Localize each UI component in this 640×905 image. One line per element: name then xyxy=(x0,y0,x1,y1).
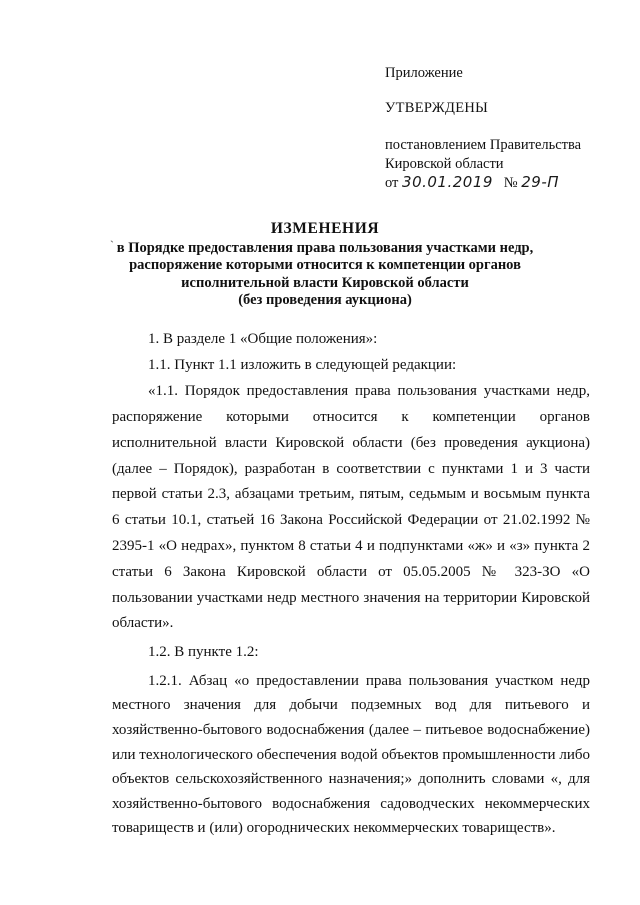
document-title-block xyxy=(100,220,550,310)
number-prefix: № xyxy=(503,175,518,191)
paragraph-3: «1.1. Порядок предоставления права пользования участками недр, распоряжение которыми относится к компетенции органов исполнительной власти Кировской области (без проведения аукциона) (далее – Порядок), разработан в соответствии с пунктами 1 и 3 части первой статьи 2.3, абзацами третьим, пятым, седьмым и восьмым пункта 6 статьи 10.1, статьей 16 Закона Российской Федерации от 21.02.1992 № 2395-1 «О недрах», пунктом 8 статьи 4 и подпунктами «ж» и «з» пункта 2 статьи 6 Закона Кировской области от 05.05.2005 № 323-ЗО «О пользовании участками недр местного значения на территории Кировской области». xyxy=(112,383,590,632)
approved-label: УТВЕРЖДЕНЫ xyxy=(385,100,489,116)
paragraph-1: 1. В разделе 1 «Общие положения»: xyxy=(148,331,378,347)
paragraph-5: 1.2.1. Абзац «о предоставлении права пользования участком недр местного значения для добычи подземных вод для питьевого и хозяйственно-бытового водоснабжения (далее – питьевое водоснабжение) или технологического обеспечения водой объектов промышленности либо объектов сельскохозяйственного назначения;» дополнить словами «, для хозяйственно-бытового водоснабжения садоводческих некоммерческих товариществ и (или) огороднических некоммерческих товариществ». xyxy=(112,672,590,837)
approval-line-2: Кировской области xyxy=(385,156,504,172)
appendix-label: Приложение xyxy=(385,65,463,81)
title-line-4: (без проведения аукциона) xyxy=(238,292,412,308)
title-line-1: в Порядке предоставления права пользования участками недр, xyxy=(116,239,534,256)
handwritten-number: 29-П xyxy=(521,173,560,191)
document-body xyxy=(112,328,590,841)
paragraph-4: 1.2. В пункте 1.2: xyxy=(148,644,259,661)
title-line-3: исполнительной власти Кировской области xyxy=(181,274,469,291)
document-title: ИЗМЕНЕНИЯ xyxy=(270,220,380,237)
scan-mark: ` xyxy=(110,238,114,252)
handwritten-date: 30.01.2019 xyxy=(402,173,493,191)
approval-line-1: постановлением Правительства xyxy=(385,137,582,153)
title-line-2: распоряжение которыми относится к компетенции органов xyxy=(129,257,521,273)
paragraph-2: 1.1. Пункт 1.1 изложить в следующей редакции: xyxy=(148,356,457,373)
date-prefix: от xyxy=(385,175,399,191)
approval-date-line xyxy=(385,173,559,193)
